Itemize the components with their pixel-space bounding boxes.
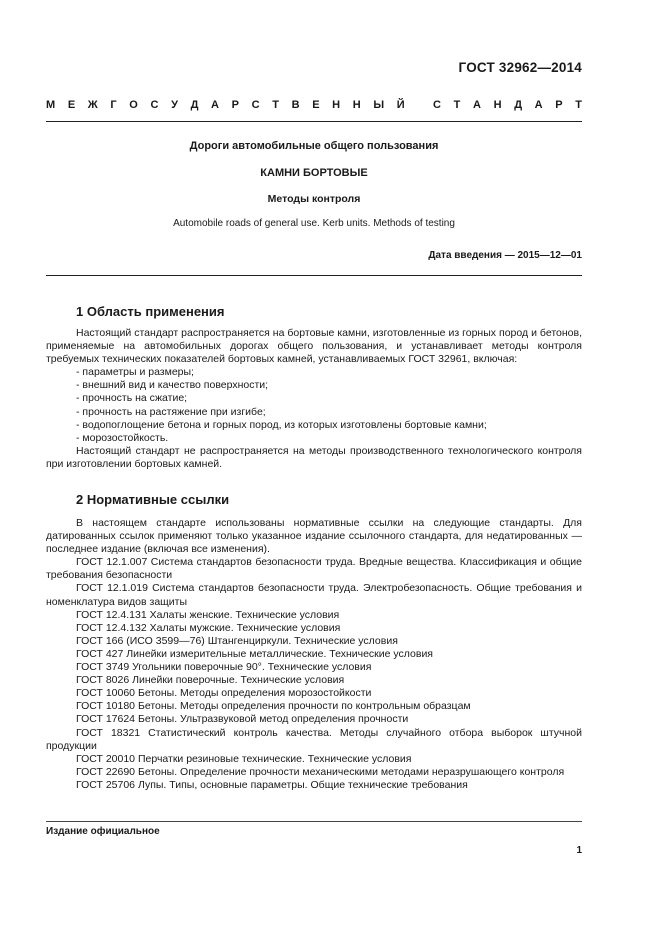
standard-reference: ГОСТ 427 Линейки измерительные металлические. Технические условия bbox=[76, 647, 433, 660]
section-1-heading: 1 Область применения bbox=[76, 304, 225, 319]
standard-reference: ГОСТ 12.4.131 Халаты женские. Технические условия bbox=[76, 608, 340, 621]
standard-reference: ГОСТ 17624 Бетоны. Ультразвуковой метод определения прочности bbox=[76, 713, 409, 726]
list-item: - водопоглощение бетона и горных пород, из которых изготовлены бортовые камни; bbox=[76, 418, 487, 431]
banner-letter: С bbox=[150, 99, 159, 111]
header-divider bbox=[46, 121, 582, 122]
section-1-intro: Настоящий стандарт распространяется на бортовые камни, изготовленные из горных пород и бетонов, применяемые на автомобильных дорогах общего пользования, и устанавливает методы контроля требуемых технических показателей бортовых камней, устанавливаемых ГОСТ 32961, включая: bbox=[46, 327, 582, 366]
page-number: 1 bbox=[576, 845, 582, 856]
banner-letter: В bbox=[291, 99, 300, 111]
methods-title: Методы контроля bbox=[267, 193, 361, 205]
standard-reference: ГОСТ 12.4.132 Халаты мужские. Технические условия bbox=[76, 621, 341, 634]
banner-letter: Р bbox=[555, 99, 563, 111]
standard-reference: ГОСТ 22690 Бетоны. Определение прочности механическими методами неразрушающего контроля bbox=[76, 765, 565, 778]
banner-letter: А bbox=[534, 99, 543, 111]
section-1-outro: Настоящий стандарт не распространяется на методы производственного технологического контроля при изготовлении бортовых камней. bbox=[46, 444, 582, 470]
list-item: - прочность на сжатие; bbox=[76, 392, 188, 405]
english-title: Automobile roads of general use. Kerb units. Methods of testing bbox=[173, 218, 455, 229]
banner-letter: Т bbox=[575, 99, 582, 111]
banner-letter: У bbox=[171, 99, 178, 111]
banner-letter: Ы bbox=[373, 99, 385, 111]
standard-reference: ГОСТ 8026 Линейки поверочные. Технические условия bbox=[76, 674, 345, 687]
banner-letter: Н bbox=[493, 99, 502, 111]
interstate-standard-banner bbox=[46, 99, 582, 111]
section-2-intro: В настоящем стандарте использованы нормативные ссылки на следующие стандарты. Для датированных ссылок применяют только указанное издание ссылочного стандарта, для недатированных — последнее издание (включая все изменения). bbox=[46, 517, 582, 556]
standard-reference: ГОСТ 10180 Бетоны. Методы определения прочности по контрольным образцам bbox=[76, 700, 471, 713]
section-2-body bbox=[46, 517, 582, 792]
section-2-heading: 2 Нормативные ссылки bbox=[76, 492, 230, 507]
banner-letter: Й bbox=[396, 99, 405, 111]
list-item: - параметры и размеры; bbox=[76, 366, 194, 379]
list-item: - прочность на растяжение при изгибе; bbox=[76, 405, 266, 418]
banner-letter: Е bbox=[312, 99, 320, 111]
road-title: Дороги автомобильные общего пользования bbox=[189, 140, 439, 152]
banner-letter: О bbox=[129, 99, 138, 111]
banner-letter: Н bbox=[332, 99, 341, 111]
banner-letter: Г bbox=[110, 99, 117, 111]
banner-letter: Р bbox=[231, 99, 239, 111]
standard-reference: ГОСТ 25706 Лупы. Типы, основные параметры. Общие технические требования bbox=[76, 778, 468, 791]
banner-letter: Ж bbox=[87, 99, 98, 111]
standard-reference: ГОСТ 166 (ИСО 3599—76) Штангенциркули. Технические условия bbox=[76, 634, 398, 647]
official-edition-note: Издание официальное bbox=[46, 826, 160, 837]
standard-reference: ГОСТ 10060 Бетоны. Методы определения морозостойкости bbox=[76, 687, 372, 700]
banner-letter: С bbox=[251, 99, 260, 111]
introduction-date: Дата введения — 2015—12—01 bbox=[428, 250, 582, 261]
standard-reference: ГОСТ 3749 Угольники поверочные 90°. Технические условия bbox=[76, 661, 372, 674]
banner-letter: М bbox=[46, 99, 56, 111]
banner-letter: А bbox=[473, 99, 481, 111]
banner-letter: С bbox=[433, 99, 441, 111]
standard-reference: ГОСТ 18321 Статистический контроль качества. Методы случайного отбора выборок штучной продукции bbox=[46, 726, 582, 752]
banner-letter: Д bbox=[190, 99, 199, 111]
standard-reference: ГОСТ 12.1.007 Система стандартов безопасности труда. Вредные вещества. Классификация и общие требования безопасности bbox=[46, 556, 582, 582]
list-item: - морозостойкость. bbox=[76, 431, 169, 444]
banner-letter: Т bbox=[272, 99, 279, 111]
kerb-title: КАМНИ БОРТОВЫЕ bbox=[260, 167, 368, 179]
banner-letter: Е bbox=[67, 99, 76, 111]
section-1-body bbox=[46, 327, 582, 471]
banner-letter: Т bbox=[453, 99, 461, 111]
list-item: - внешний вид и качество поверхности; bbox=[76, 379, 269, 392]
banner-letter: Н bbox=[352, 99, 361, 111]
standard-reference: ГОСТ 12.1.019 Система стандартов безопасности труда. Электробезопасность. Общие требования и номенклатура видов защиты bbox=[46, 582, 582, 608]
footer-divider bbox=[46, 821, 582, 822]
standard-reference: ГОСТ 20010 Перчатки резиновые технические. Технические условия bbox=[76, 752, 412, 765]
gost-number: ГОСТ 32962—2014 bbox=[458, 60, 582, 75]
banner-gap bbox=[417, 99, 420, 111]
banner-letter: Д bbox=[514, 99, 523, 111]
title-divider bbox=[46, 275, 582, 276]
banner-letter: А bbox=[211, 99, 219, 111]
